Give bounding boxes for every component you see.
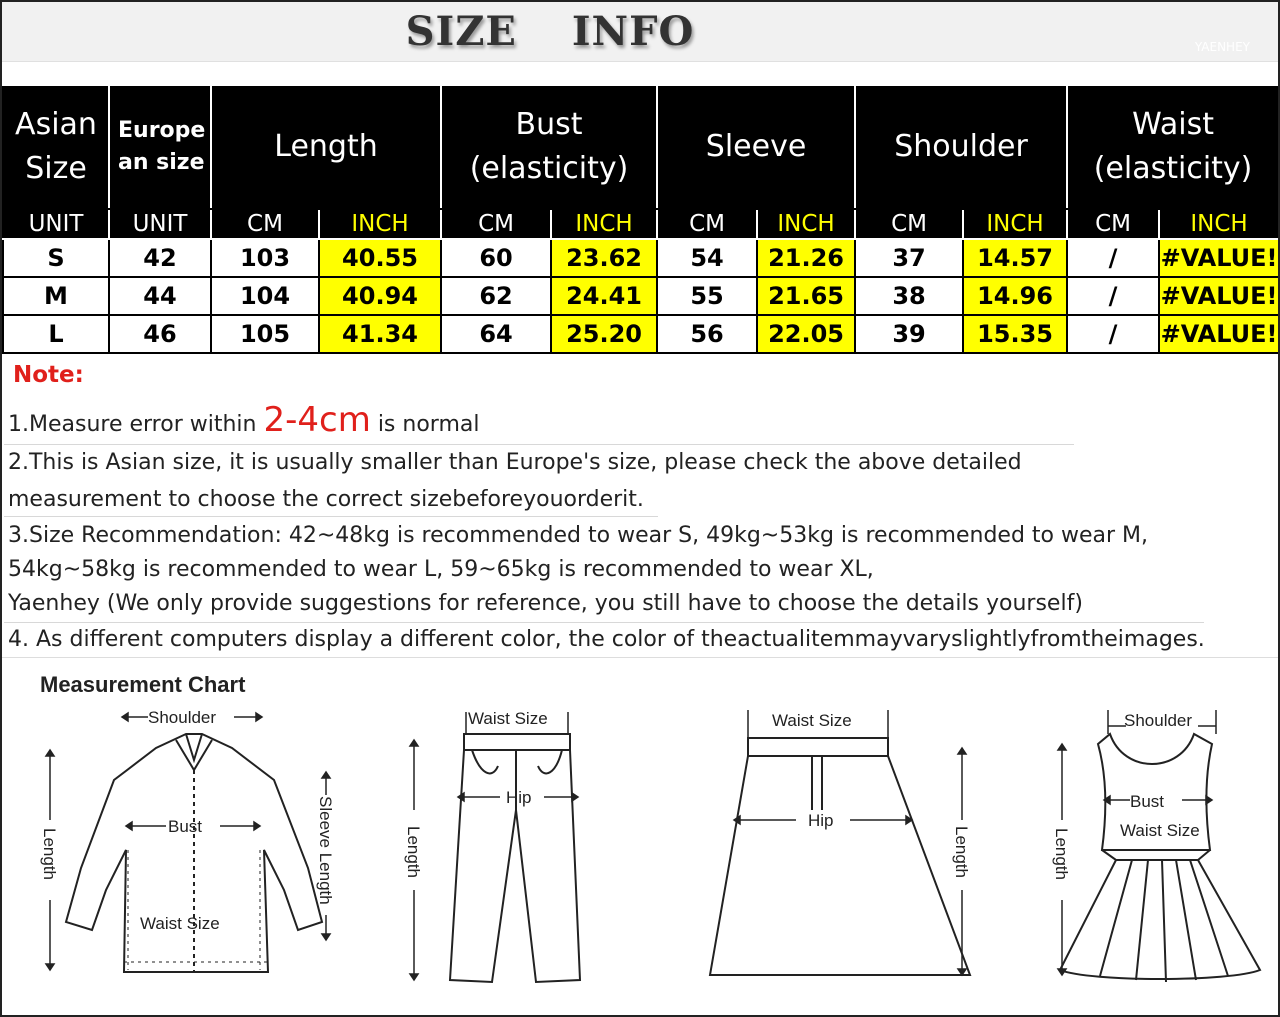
- note-1: 1.Measure error within 2-4cm is normal: [8, 400, 480, 440]
- value-cell: 21.26: [757, 239, 855, 277]
- dress-shoulder-label: Shoulder: [1124, 711, 1193, 730]
- note-title: Note:: [13, 362, 84, 388]
- page-title: SIZE INFO: [405, 8, 695, 55]
- size-cell: L: [3, 315, 109, 353]
- dress-bust-label: Bust: [1130, 792, 1165, 811]
- divider: [4, 444, 1074, 445]
- value-cell: 22.05: [757, 315, 855, 353]
- unit-cell: INCH: [319, 209, 441, 239]
- unit-cell: CM: [657, 209, 757, 239]
- header-shoulder: Shoulder: [855, 85, 1067, 209]
- header-sleeve: Sleeve: [657, 85, 855, 209]
- skirt-waist-label: Waist Size: [772, 711, 852, 730]
- shirt-diagram: [36, 700, 346, 1000]
- value-cell: 44: [109, 277, 211, 315]
- table-row: [3, 277, 1279, 315]
- header-asian-size: Asian Size: [3, 85, 109, 209]
- value-cell: 103: [211, 239, 319, 277]
- note-3a: 3.Size Recommendation: 42~48kg is recommended to wear S, 49kg~53kg is recommended to wear M,: [8, 523, 1149, 548]
- value-cell: 40.55: [319, 239, 441, 277]
- shirt-waist-label: Waist Size: [140, 914, 220, 933]
- notes-section: [0, 356, 1280, 658]
- shirt-bust-label: Bust: [168, 817, 203, 836]
- table-unit-row: [3, 209, 1279, 239]
- note-4: 4. As different computers display a different color, the color of theactualitemmayvaryslightlyfromtheimages.: [8, 627, 1205, 652]
- value-cell: #VALUE!: [1159, 315, 1279, 353]
- unit-cell: INCH: [551, 209, 657, 239]
- table-header-row: [3, 85, 1279, 209]
- shirt-sleeve-label: Sleeve Length: [316, 796, 335, 905]
- header-waist: Waist (elasticity): [1067, 85, 1279, 209]
- title-band: [0, 0, 1280, 62]
- value-cell: 23.62: [551, 239, 657, 277]
- value-cell: 104: [211, 277, 319, 315]
- value-cell: 21.65: [757, 277, 855, 315]
- unit-cell: CM: [211, 209, 319, 239]
- note-2b: measurement to choose the correct sizebeforeyouorderit.: [8, 487, 644, 512]
- value-cell: 39: [855, 315, 963, 353]
- divider: [4, 622, 1204, 623]
- skirt-length-label: Length: [952, 826, 971, 878]
- unit-cell: CM: [441, 209, 551, 239]
- shirt-length-label: Length: [40, 828, 59, 880]
- skirt-diagram: [700, 700, 990, 1000]
- table-row: [3, 315, 1279, 353]
- pants-length-label: Length: [404, 826, 423, 878]
- dress-length-label: Length: [1052, 828, 1071, 880]
- value-cell: /: [1067, 277, 1159, 315]
- value-cell: 62: [441, 277, 551, 315]
- note-2a: 2.This is Asian size, it is usually smaller than Europe's size, please check the above detailed: [8, 450, 1022, 475]
- value-cell: 25.20: [551, 315, 657, 353]
- value-cell: #VALUE!: [1159, 277, 1279, 315]
- skirt-hip-label: Hip: [808, 811, 834, 830]
- divider: [4, 516, 658, 517]
- unit-cell: CM: [855, 209, 963, 239]
- header-europe-size: Europe an size: [109, 85, 211, 209]
- value-cell: 56: [657, 315, 757, 353]
- pants-waist-label: Waist Size: [468, 709, 548, 728]
- value-cell: #VALUE!: [1159, 239, 1279, 277]
- value-cell: 55: [657, 277, 757, 315]
- pants-hip-label: Hip: [506, 788, 532, 807]
- unit-cell: INCH: [757, 209, 855, 239]
- dress-waist-label: Waist Size: [1120, 821, 1200, 840]
- value-cell: 38: [855, 277, 963, 315]
- dress-diagram: [1040, 700, 1276, 1000]
- value-cell: 40.94: [319, 277, 441, 315]
- table-row: [3, 239, 1279, 277]
- note-3b: 54kg~58kg is recommended to wear L, 59~65kg is recommended to wear XL,: [8, 557, 874, 582]
- header-length: Length: [211, 85, 441, 209]
- value-cell: 41.34: [319, 315, 441, 353]
- value-cell: 24.41: [551, 277, 657, 315]
- shirt-shoulder-label: Shoulder: [148, 708, 217, 727]
- value-cell: 37: [855, 239, 963, 277]
- header-bust: Bust (elasticity): [441, 85, 657, 209]
- size-cell: M: [3, 277, 109, 315]
- unit-cell: UNIT: [109, 209, 211, 239]
- size-table: [2, 84, 1280, 354]
- size-cell: S: [3, 239, 109, 277]
- value-cell: 14.57: [963, 239, 1067, 277]
- value-cell: 54: [657, 239, 757, 277]
- unit-cell: INCH: [963, 209, 1067, 239]
- note-1-highlight: 2-4cm: [263, 400, 371, 440]
- value-cell: 105: [211, 315, 319, 353]
- value-cell: 46: [109, 315, 211, 353]
- note-3c: Yaenhey (We only provide suggestions for reference, you still have to choose the details yourself): [8, 591, 1083, 616]
- unit-cell: INCH: [1159, 209, 1279, 239]
- value-cell: 64: [441, 315, 551, 353]
- value-cell: /: [1067, 239, 1159, 277]
- value-cell: 15.35: [963, 315, 1067, 353]
- value-cell: /: [1067, 315, 1159, 353]
- value-cell: 60: [441, 239, 551, 277]
- pants-diagram: [396, 700, 596, 1000]
- unit-cell: UNIT: [3, 209, 109, 239]
- measurement-chart-title: Measurement Chart: [40, 672, 246, 697]
- value-cell: 42: [109, 239, 211, 277]
- unit-cell: CM: [1067, 209, 1159, 239]
- watermark: YAENHEY: [1194, 40, 1250, 54]
- value-cell: 14.96: [963, 277, 1067, 315]
